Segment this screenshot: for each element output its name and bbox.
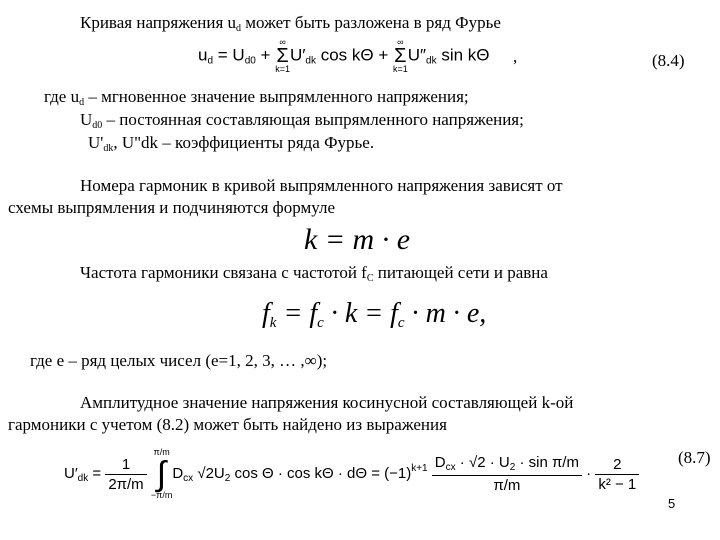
page-number: 5	[668, 496, 676, 511]
intro-line: Кривая напряжения ud может быть разложена в ряд Фурье	[80, 13, 501, 34]
equation-8-4: ud = Ud0 + ∞ Σ k=1 U′dk cos kΘ + ∞ Σ k=1 U″dk sin kΘ	[198, 37, 490, 74]
definition-e: где е – ряд целых чисел (е=1, 2, 3, … ,∞);	[30, 351, 328, 370]
paragraph-amplitude-line2: гармоники с учетом (8.2) может быть найдено из выражения	[8, 415, 447, 434]
fraction-dcx-sqrt2-u2-sin: $\frac{D_{cx} \cdot √2 \cdot U_2 \cdot \sin \pi/m}{\pi/m}$	[432, 455, 582, 493]
paragraph-amplitude-line1: Амплитудное значение напряжения косинусной составляющей k-ой	[80, 393, 574, 412]
equation-number: (8.4)	[652, 51, 685, 70]
definition-ud0: Ud0 – постоянная составляющая выпрямленного напряжения;	[80, 110, 524, 131]
equation-comma: ,	[513, 47, 518, 66]
equation-8-7: $U'_{dk}$ = $\frac{1}{2\pi/m}$ π/m ∫ −π/m $D_{cx}$ $√2U_2$ $\cos \Theta \cdot \cos k\Theta \cdot d\Theta = (-1)^{k+1}$ $\frac{D_{cx} \cdot √2 \cdot U_2 \cdot \sin \pi/m}{\pi/m}$ · $\frac{2}{\text{k² − 1}}$	[64, 448, 639, 500]
definition-ud: где ud – мгновенное значение выпрямленного напряжения;	[44, 87, 469, 108]
formula-fk: fk = fc · k = fc · m · e,	[262, 298, 487, 331]
sum-symbol: ∞ Σ k=1	[275, 37, 290, 74]
paragraph-frequency: Частота гармоники связана с частотой fС питающей сети и равна	[80, 263, 548, 284]
definition-udk: U'dk, U"dk – коэффициенты ряда Фурье.	[88, 133, 375, 154]
fraction-1-over-2pi-m: $\frac{1}{2\pi/m}$	[105, 457, 146, 492]
equation-number-8-7: (8.7)	[678, 448, 711, 467]
fraction-2-over-k2-1: $\frac{2}{\text{k² − 1}}$	[595, 457, 639, 492]
sum-symbol: ∞ Σ k=1	[392, 37, 408, 74]
paragraph-harmonics-line2: схемы выпрямления и подчиняются формуле	[8, 198, 335, 217]
formula-k: k = m · e	[304, 223, 411, 256]
integral-symbol: π/m ∫ −π/m	[150, 447, 173, 500]
paragraph-harmonics-line1: Номера гармоник в кривой выпрямленного напряжения зависят от	[80, 176, 563, 195]
